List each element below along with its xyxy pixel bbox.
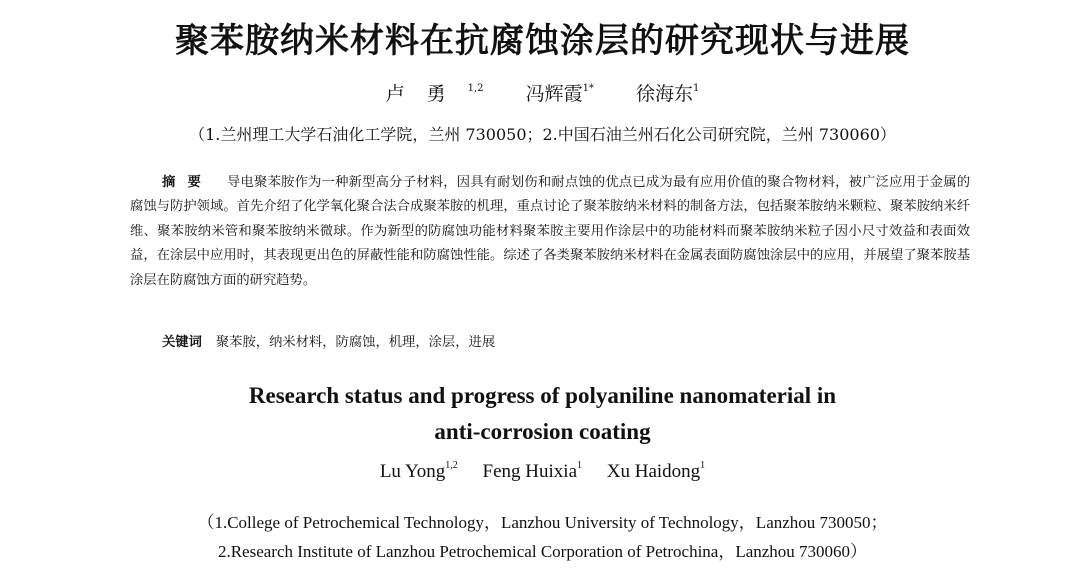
author-affiliation-mark: 1,2: [445, 460, 458, 471]
chinese-title: 聚苯胺纳米材料在抗腐蚀涂层的研究现状与进展: [175, 21, 910, 61]
english-author: [607, 458, 705, 486]
english-title-line: anti-corrosion coating: [434, 419, 651, 444]
english-author: [380, 458, 458, 486]
author-affiliation-mark: 1,2: [467, 83, 484, 94]
english-title-line: Research status and progress of polyaniline nanomaterial in: [248, 383, 837, 408]
author-name: Xu Haidong: [606, 461, 701, 482]
author-affiliation-mark: 1: [693, 83, 700, 94]
abstract: [130, 171, 970, 293]
keywords-text: 聚苯胺，纳米材料，防腐蚀，机理，涂层，进展: [215, 335, 496, 350]
author-affiliation-mark: 1: [577, 460, 583, 471]
author-name: 冯辉霞: [525, 83, 583, 105]
author-affiliation-mark: 1: [700, 460, 706, 471]
keywords: [162, 331, 970, 355]
author-name: Lu Yong: [379, 461, 446, 482]
author-name: Feng Huixia: [482, 461, 578, 482]
author-name: 徐海东: [636, 83, 694, 105]
chinese-author: [386, 80, 484, 108]
english-affiliation: [0, 508, 1085, 566]
english-author-list: [0, 458, 1085, 486]
abstract-label: 摘要: [162, 175, 214, 190]
author-name: 卢勇: [385, 83, 468, 105]
abstract-text: 导电聚苯胺作为一种新型高分子材料，因具有耐划伤和耐点蚀的优点已成为最有应用价值的聚合物材料，被广泛应用于金属的腐蚀与防护领域。首先介绍了化学氧化聚合法合成聚苯胺的机理，重点讨论了聚苯胺纳米材料的制备方法，包括聚苯胺纳米颗粒、聚苯胺纳米纤维、聚苯胺纳米管和聚苯胺纳米微球。作为新型的防腐蚀功能材料聚苯胺主要用作涂层中的功能材料而聚苯胺纳米粒子因小尺寸效益和表面效益，在涂层中应用时，其表现更出色的屏蔽性能和防腐蚀性能。综述了各类聚苯胺纳米材料在金属表面防腐蚀涂层中的应用，并展望了聚苯胺基涂层在防腐蚀方面的研究趋势。: [130, 175, 971, 288]
author-affiliation-mark: 1*: [582, 83, 594, 94]
chinese-author: [526, 80, 594, 108]
chinese-affiliation: （1.兰州理工大学石油化工学院，兰州 730050；2.中国石油兰州石化公司研究院，兰州 730060）: [189, 125, 896, 144]
chinese-author-list: [0, 80, 1085, 108]
english-title: [0, 378, 1085, 450]
english-affiliation-line: （1.College of Petrochemical Technology，Lanzhou University of Technology，Lanzhou 730050；: [197, 513, 888, 532]
english-affiliation-line: 2.Research Institute of Lanzhou Petrochemical Corporation of Petrochina，Lanzhou 730060）: [217, 542, 868, 561]
chinese-author: [636, 80, 699, 108]
english-author: [483, 458, 582, 486]
keywords-label: 关键词: [162, 335, 202, 350]
